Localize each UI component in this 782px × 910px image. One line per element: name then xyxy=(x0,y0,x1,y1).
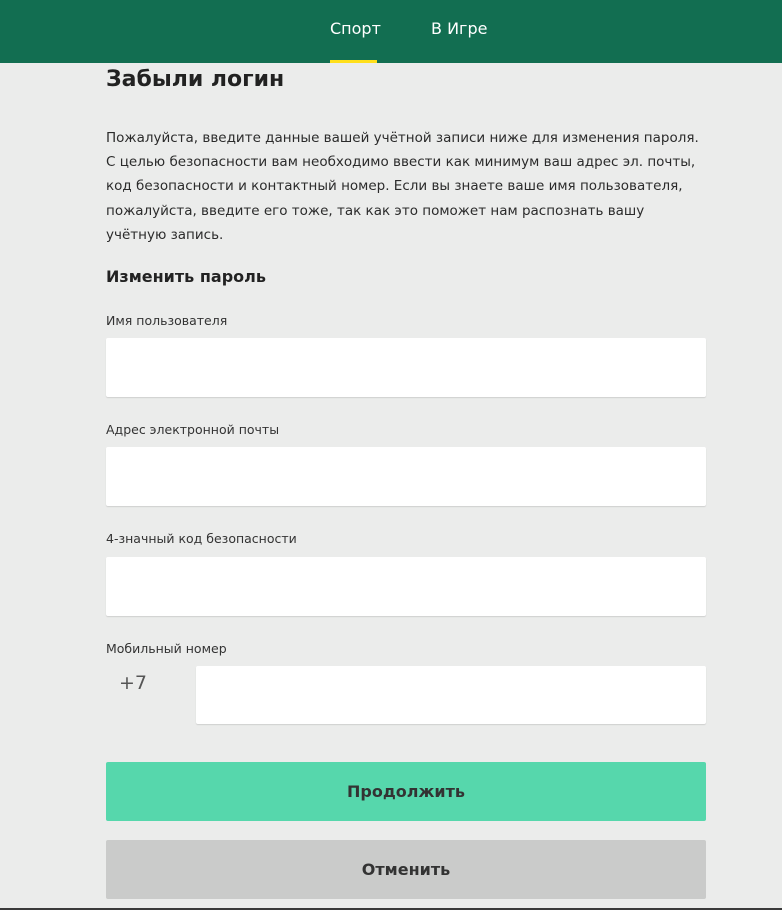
tab-in-play[interactable]: В Игре xyxy=(431,19,488,38)
continue-button[interactable]: Продолжить xyxy=(106,762,706,821)
cancel-button[interactable]: Отменить xyxy=(106,840,706,899)
page-title: Забыли логин xyxy=(106,67,285,92)
username-label: Имя пользователя xyxy=(106,313,228,328)
mobile-label: Мобильный номер xyxy=(106,641,227,656)
active-tab-indicator xyxy=(330,60,377,63)
tab-sport[interactable]: Спорт xyxy=(330,19,381,38)
top-navigation-bar xyxy=(0,0,782,63)
instructions-text: Пожалуйста, введите данные вашей учётной записи ниже для изменения пароля. С целью безопасности вам необходимо ввести как минимум ваш адрес эл. почты, код безопасности и контактный номер. Если вы знаете ваше имя пользователя, пожалуйста, введите его тоже, так как это поможет нам распознать вашу учётную запись. xyxy=(106,130,699,243)
email-input[interactable] xyxy=(106,447,706,506)
email-label: Адрес электронной почты xyxy=(106,422,280,437)
security-code-label: 4-значный код безопасности xyxy=(106,531,297,546)
country-code-prefix: +7 xyxy=(119,672,148,694)
section-title: Изменить пароль xyxy=(106,267,266,286)
security-code-input[interactable] xyxy=(106,557,706,616)
mobile-number-input[interactable] xyxy=(196,666,706,724)
username-input[interactable] xyxy=(106,338,706,397)
